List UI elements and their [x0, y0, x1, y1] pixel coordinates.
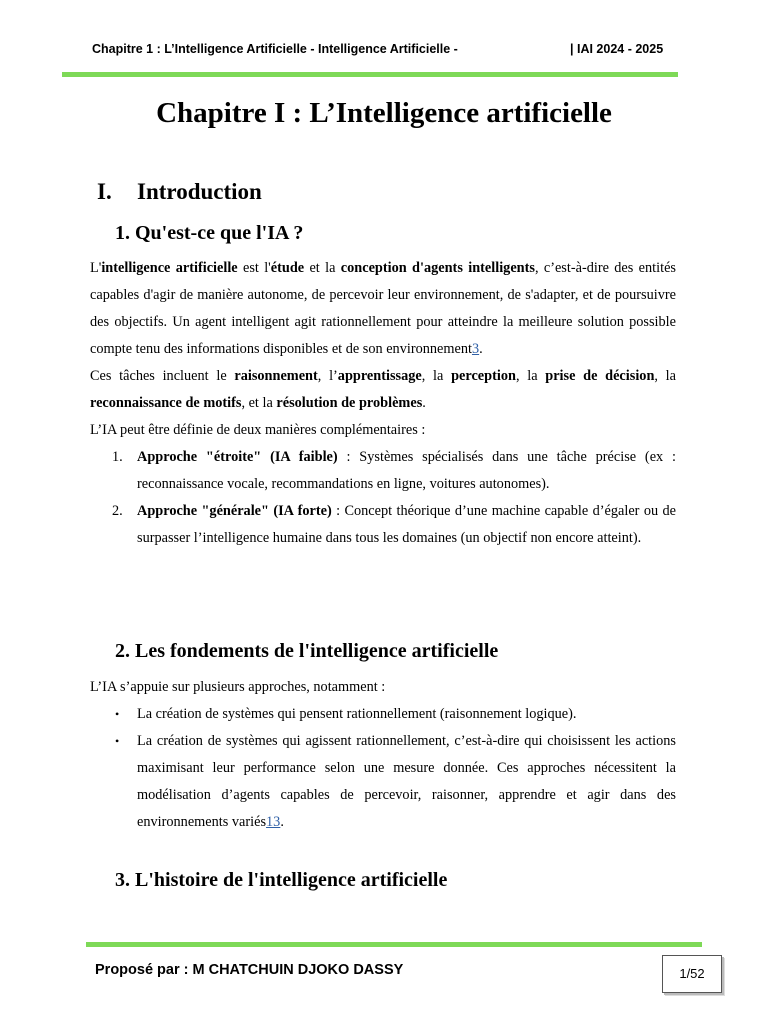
header-chapter-title: Chapitre 1 : L’Intelligence Artificielle - Intelligence Artificielle - — [92, 42, 458, 56]
header-green-rule — [62, 72, 678, 77]
subsection-heading-1: 1. Qu'est-ce que l'IA ? — [115, 222, 304, 244]
text-run: et la — [304, 260, 341, 276]
text-run: L' — [90, 260, 102, 276]
bullet-list-approaches — [90, 701, 676, 836]
paragraph-approaches-intro: L’IA s’appuie sur plusieurs approches, notamment : — [90, 679, 386, 695]
subsection-heading-3: 3. L'histoire de l'intelligence artificielle — [115, 869, 448, 891]
section-number: I. — [97, 179, 112, 204]
text-run: , c’est-à-dire des entités capables d'agir de manière autonome, de percevoir leur environnement, de s'adapter, et de poursuivre des objectifs. Un agent intelligent agit rationnellement pour atteindre la meilleure solution possible compte tenu des informations disponibles et de son environnement — [90, 260, 676, 357]
footer-author: Proposé par : M CHATCHUIN DJOKO DASSY — [95, 962, 404, 978]
bold-term: prise de décision — [545, 368, 655, 384]
list-item — [90, 498, 676, 552]
bold-term: Approche "étroite" (IA faible) — [137, 449, 338, 465]
list-number: 1. — [112, 449, 123, 465]
list-item — [90, 728, 676, 836]
bold-term: Approche "générale" (IA forte) — [137, 503, 332, 519]
text-run: , et la — [241, 395, 277, 411]
section-title: Introduction — [137, 179, 262, 204]
text-run: : Concept théorique d’une machine capable d’égaler ou de surpasser l’intelligence humaine dans tous les domaines (un objectif non encore atteint). — [137, 503, 676, 546]
text-run: . — [422, 395, 426, 411]
bullet-icon: • — [115, 734, 120, 748]
reference-link[interactable]: 3 — [471, 341, 480, 357]
footer-green-rule — [86, 942, 702, 947]
header-school-year: | IAI 2024 - 2025 — [570, 42, 664, 56]
paragraph-definition — [90, 255, 676, 363]
page-number-badge: 1/52 — [662, 955, 722, 993]
reference-link[interactable]: 13 — [266, 814, 281, 830]
text-run: Ces tâches incluent le — [90, 368, 235, 384]
bold-term: apprentissage — [337, 368, 422, 384]
paragraph-definitions-intro: L’IA peut être définie de deux manières complémentaires : — [90, 422, 426, 438]
text-run: , l’ — [317, 368, 338, 384]
text-run: , la — [421, 368, 452, 384]
bold-term: conception d'agents intelligents — [340, 260, 535, 276]
paragraph-tasks — [90, 363, 676, 417]
text-run: : Systèmes spécialisés dans une tâche précise (ex : reconnaissance vocale, recommandations en ligne, voitures autonomes). — [137, 449, 676, 492]
bold-term: reconnaissance de motifs — [90, 395, 242, 411]
bold-term: raisonnement — [234, 368, 318, 384]
text-run: . — [280, 814, 284, 830]
subsection-1-body — [90, 255, 676, 552]
bullet-icon: • — [115, 707, 120, 721]
list-item — [90, 701, 676, 728]
text-run: . — [479, 341, 483, 357]
bold-term: intelligence artificielle — [101, 260, 238, 276]
text-run: La création de systèmes qui agissent rationnellement, c’est-à-dire qui choisissent les actions maximisant leur performance selon une mesure donnée. Ces approches nécessitent la modélisation d’agents capables de percevoir, raisonner, apprendre et agir dans des environnements variés — [137, 733, 676, 830]
chapter-title: Chapitre I : L’Intelligence artificielle — [156, 97, 612, 129]
subsection-2-body — [90, 674, 676, 836]
bold-term: résolution de problèmes — [276, 395, 423, 411]
bold-term: perception — [451, 368, 516, 384]
numbered-list-approaches — [90, 444, 676, 552]
text-run: La création de systèmes qui pensent rationnellement (raisonnement logique). — [137, 706, 577, 722]
subsection-heading-2: 2. Les fondements de l'intelligence artificielle — [115, 640, 499, 662]
bold-term: étude — [270, 260, 305, 276]
list-number: 2. — [112, 503, 123, 519]
text-run: , la — [515, 368, 546, 384]
text-run: , la — [654, 368, 676, 384]
list-item — [90, 444, 676, 498]
section-heading-introduction — [97, 179, 262, 205]
text-run: est l' — [237, 260, 271, 276]
